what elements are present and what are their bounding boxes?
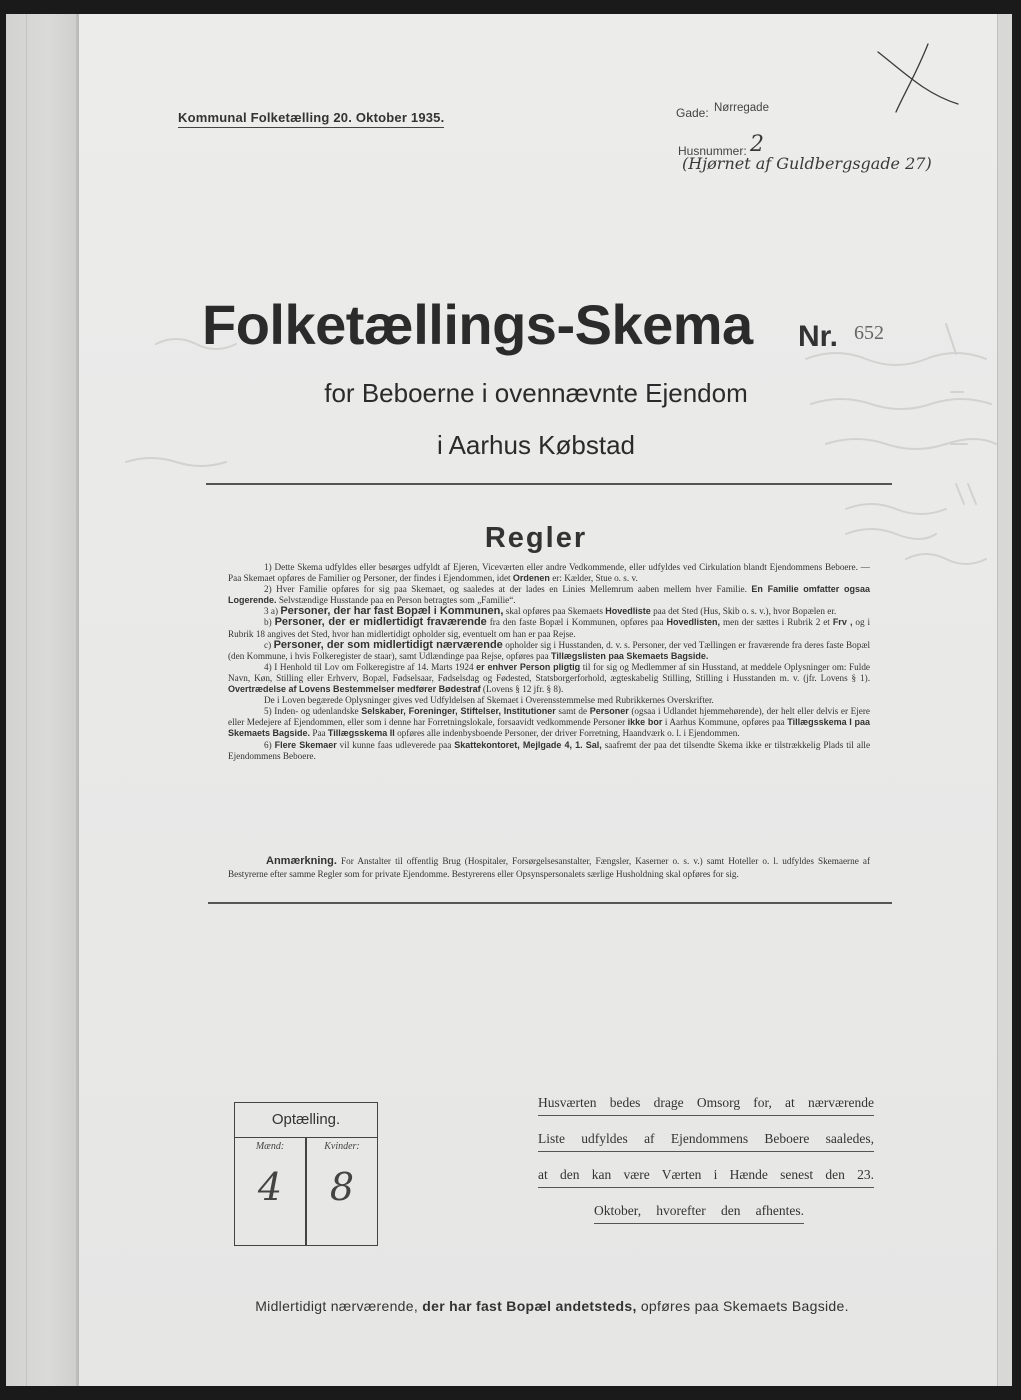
note-lead: Anmærkning. [266,855,337,867]
rule-4b: De i Loven begærede Oplysninger gives ved Udfyldelsen af Skemaet i Overensstemmelse med Rubrikkernes Overskrifter. [264,695,714,706]
footer-instruction: Midlertidigt nærværende, der har fast Bopæl andetsteds, opføres paa Skemaets Bagside. [255,1298,849,1314]
count-title: Optælling. [235,1103,377,1138]
note-paragraph [228,855,870,880]
form-subtitle-1: for Beboerne i ovennævnte Ejendom [324,378,748,408]
form-subtitle-2: i Aarhus Købstad [437,430,635,460]
rule-5: 5) Inden- og udenlandske Selskaber, Foreninger, Stiftelser, Institutioner samt de Personer (ogsaa i Udlandet hjemmehørende), der helt eller delvis er Ejere eller Medejere af Ejendommen, eller som i denne har Forretningslokale, forsaavidt vedkommende Personer ikke bor i Aarhus Kommune, opføres paa Tillægsskema I paa Skemaets Bagside. Paa Tillægsskema II opføres alle indenbysboende Personer, der driver Forretning, Haandværk o. l. i Ejendommen. [228,706,871,739]
count-box [234,1102,378,1246]
women-label: Kvinder: [324,1141,360,1152]
rule-1: 1) Dette Skema udfyldes eller besørges udfyldt af Ejeren, Viceværten eller andre Vedkommende, eller udfyldes ved Cirkulation blandt Ejendommens Beboere. — Paa Skemaet opføres de Familier og Personer, der findes i Ejendommen, idet Ordenen er: Kælder, Stue o. s. v. [228,562,870,584]
notice-line-2: Liste udfyldes af Ejendommens Beboere saaledes, [538,1131,874,1146]
scanned-page [6,14,1012,1386]
form-number-value: 652 [854,322,884,344]
notice-line-4: Oktober, hvorefter den afhentes. [594,1203,804,1218]
rule-3a: 3 a) Personer, der har fast Bopæl i Kommunen, skal opføres paa Skemaets Hovedliste paa det Sted (Hus, Skib o. s. v.), hvor Bopælen er. [264,605,837,618]
house-number-note: (Hjørnet af Guldbergsgade 27) [682,154,932,173]
men-count: 4 [257,1165,283,1209]
notice-underline-4 [594,1223,804,1224]
men-label: Mænd: [255,1141,285,1152]
rule-3b: b) Personer, der er midlertidigt fraværende fra den faste Bopæl i Kommunen, opføres paa Hovedlisten, men der sættes i Rubrik 2 et Frv , og i Rubrik 18 angives det Sted, hvor han midlertidigt opholder sig, eventuelt om han er paa Rejse. [228,616,871,639]
note-divider [208,902,892,904]
house-number-label: Husnummer: [678,144,747,158]
rule-3c: c) Personer, der som midlertidigt nærværende opholder sig i Husstanden, d. v. s. Personer, der ved Tællingen er fraværende fra deres faste Bopæl (den Kommune, i hvis Folkeregister de staar), samt Udlændinge paa Rejse, opføres paa Tillægslisten paa Skemaets Bagside. [228,638,871,661]
notice-line-1: Husværten bedes drage Omsorg for, at nærværende [538,1095,874,1110]
street-value: Nørregade [714,102,769,114]
title-divider [206,483,892,485]
note-text: For Anstalter til offentlig Brug (Hospitaler, Forsørgelsesanstalter, Fængsler, Kaserner o. s. v.) samt Hoteller o. l. udfyldes Skemaerne af Bestyrerne efter samme Regler som for private Ejendomme. Bestyrerens eller Opsynspersonalets særlige Husholdning skal opføres for sig. [228,856,870,879]
form-number-label: Nr. [798,320,839,353]
rules-heading: Regler [484,522,588,554]
census-title: Kommunal Folketælling 20. Oktober 1935. [178,110,444,128]
rule-4: 4) I Henhold til Lov om Folkeregistre af 14. Marts 1924 er enhver Person pligtig til for sig og Medlemmer af sin Husstand, at meddele Oplysninger om: Fulde Navn, Køn, Stilling eller Erhverv, Bopæl, Fødselsaar, Fødselsdag og Fødested, Statsborgerforhold, ægteskabelig Stilling, Stilling i Husstanden m. v. (jfr. Lovens § 1). Overtrædelse af Lovens Bestemmelser medfører Bødestraf (Lovens § 12 jfr. § 8). [228,661,870,695]
rule-2: 2) Hver Familie opføres for sig paa Skemaet, og saaledes at der lades en Linies Mellemrum aaben mellem hver Familie. En Familie omfatter ogsaa Logerende. Selvstændige Husstande paa en Person betragtes som „Familie“. [228,584,870,606]
form-title: Folketællings-Skema [202,293,753,356]
notice-underline-1 [538,1115,874,1116]
notice-underline-3 [538,1187,874,1188]
notice-underline-2 [538,1151,874,1152]
rules-text [228,562,870,762]
notice-line-3: at den kan være Værten i Hænde senest den 23. [538,1167,874,1182]
women-count: 8 [329,1165,355,1209]
house-number-value: 2 [750,132,764,157]
rule-6: 6) Flere Skemaer vil kunne faas udleverede paa Skattekontoret, Mejlgade 4, 1. Sal, saafremt der paa det tilsendte Skema ikke er tilstrækkelig Plads til alle Ejendommens Beboere. [228,739,871,761]
street-label: Gade: [676,106,709,120]
